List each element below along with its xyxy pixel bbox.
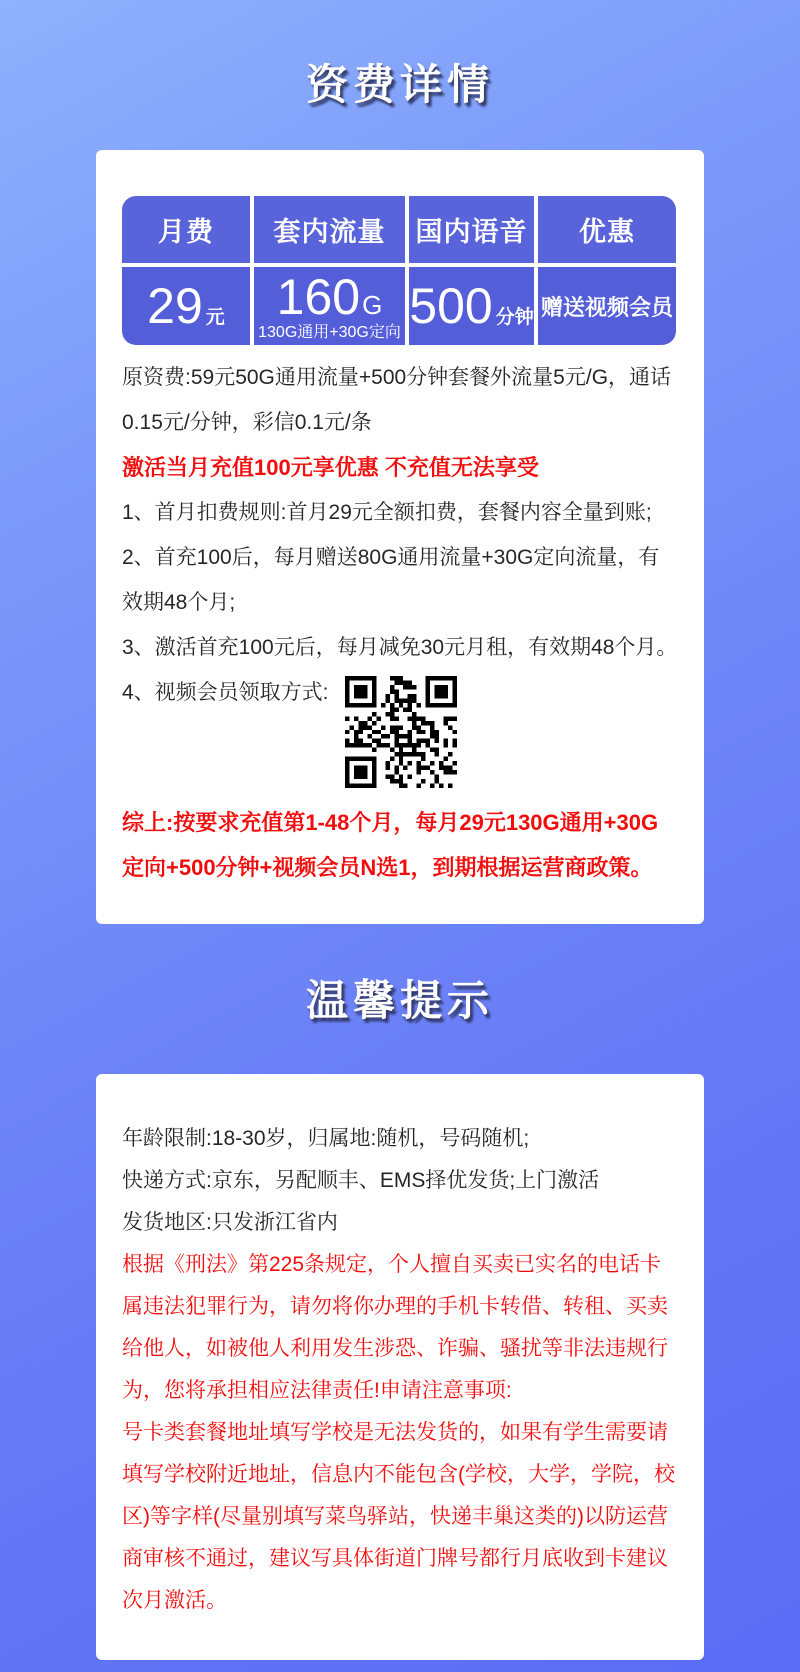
- legal-warning: 根据《刑法》第225条规定，个人擅自买卖已实名的电话卡属违法犯罪行为，请勿将你办理的手机卡转借、转租、买卖给他人，如被他人利用发生涉恐、诈骗、骚扰等非法违规行为，您将承担相应法律责任!申请注意事项:: [122, 1253, 668, 1402]
- pricing-body: [122, 355, 678, 890]
- qr-code: [345, 676, 457, 788]
- table-header-monthly-fee: 月费: [122, 196, 250, 263]
- warm-tips-title: 温馨提示: [305, 977, 494, 1024]
- table-header-benefit: 优惠: [538, 196, 676, 263]
- table-header-data: 套内流量: [254, 196, 405, 263]
- rule-item-3: 3、激活首充100元后，每月减免30元月租，有效期48个月。: [122, 636, 678, 659]
- benefit-label: 赠送视频会员: [540, 294, 673, 320]
- data-unit: G: [362, 289, 383, 320]
- original-price-text: 原资费:59元50G通用流量+500分钟套餐外流量5元/G，通话0.15元/分钟，彩信0.1元/条: [122, 366, 672, 434]
- tip-shipping-method: 快递方式:京东，另配顺丰、EMS择优发货;上门激活: [122, 1169, 600, 1192]
- tip-age-limit: 年龄限制:18-30岁，归属地:随机，号码随机;: [122, 1127, 530, 1150]
- rule-item-4: 4、视频会员领取方式:: [122, 681, 329, 704]
- table-header-voice: 国内语音: [409, 196, 534, 263]
- data-value: 160: [276, 268, 361, 325]
- activation-notice: 激活当月充值100元享优惠 不充值无法享受: [122, 455, 539, 480]
- voice-value: 500: [409, 278, 493, 334]
- voice-unit: 分钟: [495, 307, 534, 328]
- pricing-details-title: 资费详情: [305, 61, 494, 108]
- rule-item-4-row: [122, 670, 678, 788]
- address-warning: 号卡类套餐地址填写学校是无法发货的，如果有学生需要请填写学校附近地址，信息内不能包含(学校，大学，学院，校区)等字样(尽量别填写菜鸟驿站，快递丰巢这类的)以防运营商审核不通过，建议写具体街道门牌号都行月底收到卡建议次月激活。: [122, 1421, 675, 1612]
- rule-item-2: 2、首充100后，每月赠送80G通用流量+30G定向流量，有效期48个月;: [122, 546, 660, 614]
- plan-table: [122, 196, 676, 345]
- pricing-card: [96, 150, 704, 924]
- rule-item-1: 1、首月扣费规则:首月29元全额扣费，套餐内容全量到账;: [122, 501, 652, 524]
- monthly-fee-value: 29: [147, 278, 203, 334]
- table-cell-voice: [409, 267, 534, 345]
- data-breakdown: 130G通用+30G定向: [258, 323, 401, 341]
- table-cell-data: [254, 267, 405, 345]
- table-cell-benefit: [538, 267, 676, 345]
- table-cell-monthly-fee: [122, 267, 250, 345]
- tips-card: [96, 1074, 704, 1660]
- tip-shipping-area: 发货地区:只发浙江省内: [122, 1211, 338, 1234]
- plan-summary: 综上:按要求充值第1-48个月，每月29元130G通用+30G定向+500分钟+视频会员N选1，到期根据运营商政策。: [122, 810, 659, 880]
- monthly-fee-unit: 元: [205, 307, 225, 328]
